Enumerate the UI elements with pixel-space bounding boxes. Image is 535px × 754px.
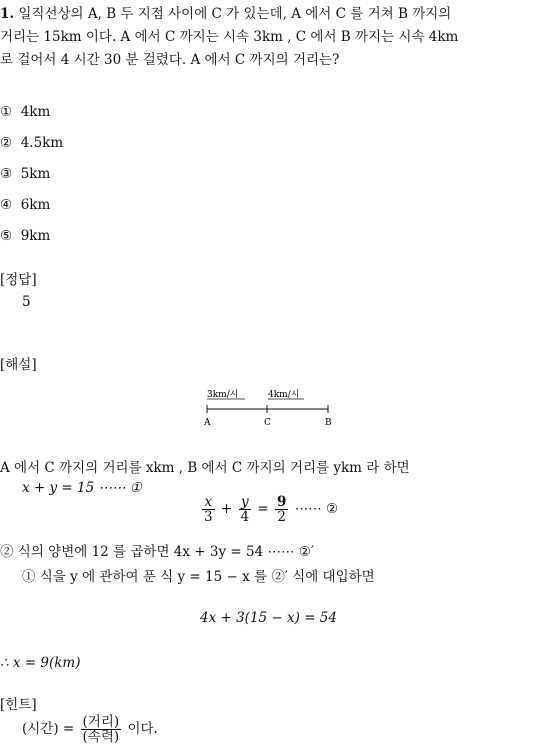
question-number: 1. bbox=[0, 6, 15, 22]
distance-diagram bbox=[200, 386, 335, 430]
choice-1-text: 4km bbox=[20, 104, 51, 120]
equation-2: $\frac{x}{3}$ + $\frac{y}{4}$ = $\frac{9}{2}$ ⋯⋯ ② bbox=[204, 494, 339, 526]
speed-ac-label: 3km/시 bbox=[207, 390, 239, 400]
explanation-intro: A 에서 C 까지의 거리를 xkm , B 에서 C 까지의 거리를 ykm 라 하면 bbox=[0, 460, 410, 476]
answer-label: [정답] bbox=[0, 272, 37, 288]
choice-4-mark: ④ bbox=[0, 197, 13, 213]
choice-4[interactable] bbox=[0, 197, 50, 213]
choice-1[interactable] bbox=[0, 104, 50, 120]
hint-denominator: (속력) bbox=[82, 729, 120, 746]
equation-1: x + y = 15 ⋯⋯ ① bbox=[22, 480, 142, 496]
result: ∴ x = 9(km) bbox=[0, 655, 81, 671]
step-1: ② 식의 양변에 12 를 곱하면 4x + 3y = 54 ⋯⋯ ②′ bbox=[0, 544, 314, 560]
choice-2-mark: ② bbox=[0, 135, 13, 151]
equation-3: 4x + 3(15 − x) = 54 bbox=[200, 610, 337, 626]
hint-label: [힌트] bbox=[0, 697, 37, 713]
choice-5-text: 9km bbox=[20, 228, 51, 244]
eq2-y: y bbox=[239, 495, 252, 510]
choice-3[interactable] bbox=[0, 166, 50, 182]
eq2-4: 4 bbox=[240, 509, 250, 526]
eq2-3: 3 bbox=[204, 509, 213, 526]
hint-formula bbox=[22, 715, 158, 744]
choice-2-text: 4.5km bbox=[20, 135, 64, 151]
eq2-x: x bbox=[202, 495, 215, 510]
choice-1-mark: ① bbox=[0, 104, 13, 120]
question-text-1: 일직선상의 A, B 두 지점 사이에 C 가 있는데, A 에서 C 를 거쳐 B 까지의 bbox=[18, 6, 452, 22]
point-c-label: C bbox=[264, 418, 271, 428]
choice-5-mark: ⑤ bbox=[0, 228, 13, 244]
eq2-9: 9 bbox=[277, 494, 287, 510]
step-2: ① 식을 y 에 관하여 푼 식 y = 15 − x 를 ②′ 식에 대입하면 bbox=[22, 569, 375, 585]
answer-value: 5 bbox=[22, 294, 31, 310]
point-a-label: A bbox=[204, 418, 211, 428]
speed-cb-label: 4km/시 bbox=[268, 390, 300, 400]
choice-4-text: 6km bbox=[20, 197, 51, 213]
choice-5[interactable] bbox=[0, 228, 50, 244]
choice-3-text: 5km bbox=[20, 166, 51, 182]
eq2-tail: ⋯⋯ ② bbox=[294, 501, 339, 518]
eq2-2: 2 bbox=[277, 509, 286, 526]
question-line-1 bbox=[0, 2, 451, 22]
point-b-label: B bbox=[325, 418, 332, 428]
hint-tail: 이다. bbox=[127, 721, 158, 738]
choice-3-mark: ③ bbox=[0, 166, 13, 182]
question-text-2: 거리는 15km 이다. A 에서 C 까지는 시속 3km , C 에서 B 까지는 시속 4km bbox=[0, 29, 459, 45]
hint-lhs: (시간) = bbox=[22, 721, 75, 738]
hint-numerator: (거리) bbox=[82, 714, 120, 730]
explanation-label: [해설] bbox=[0, 357, 37, 373]
choice-2[interactable] bbox=[0, 135, 63, 151]
question-text-3: 로 걸어서 4 시간 30 분 걸렸다. A 에서 C 까지의 거리는? bbox=[0, 52, 340, 68]
